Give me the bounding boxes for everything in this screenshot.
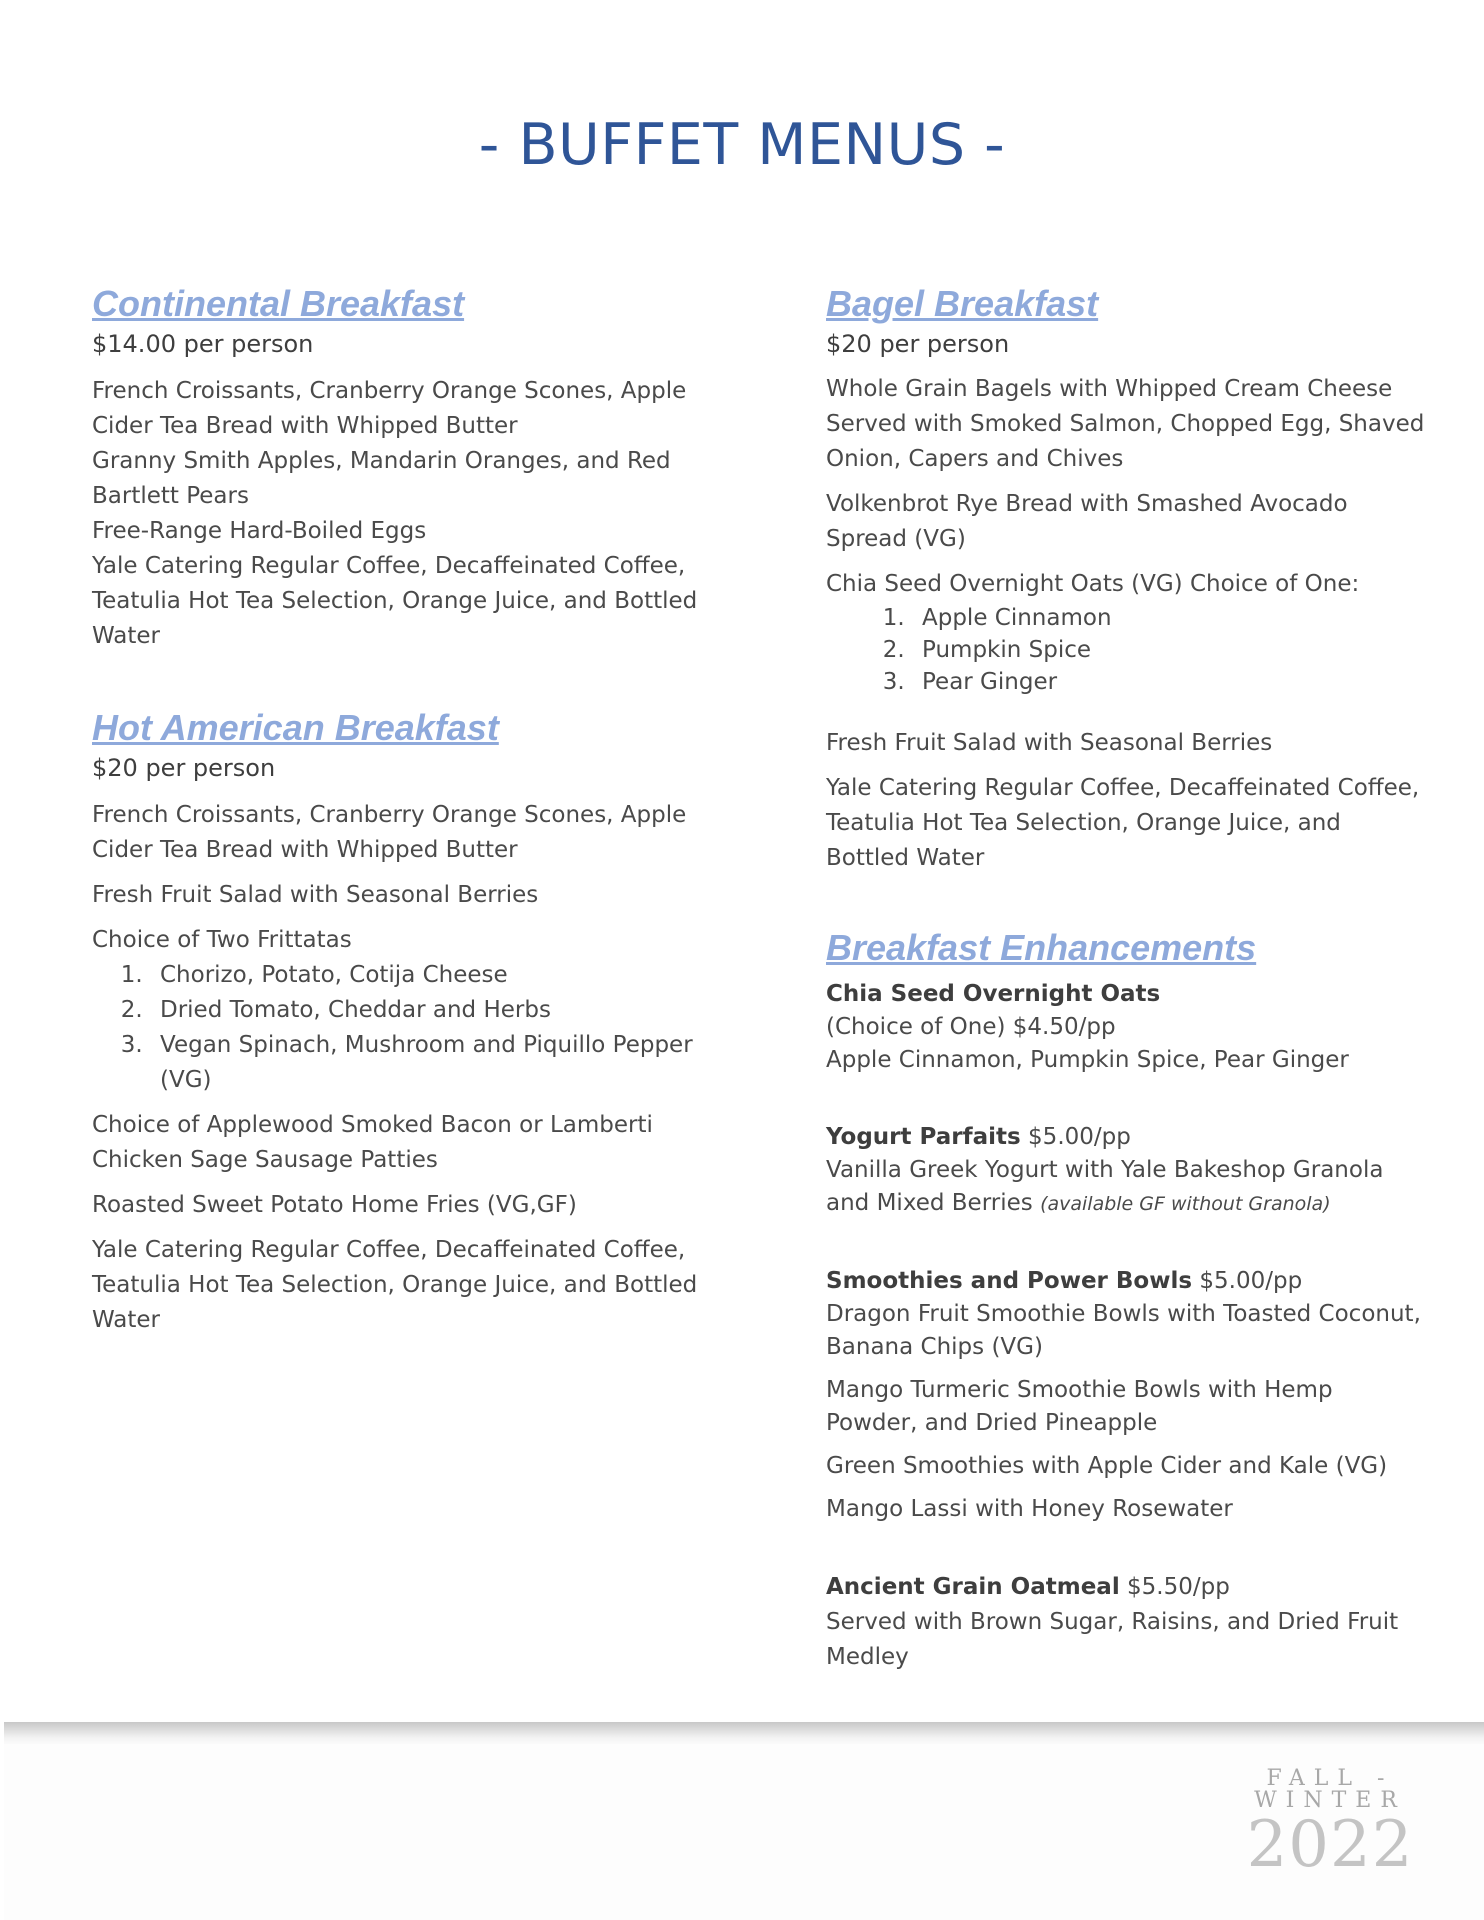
continental-line-pastries: French Croissants, Cranberry Orange Scones, Apple Cider Tea Bread with Whipped Butter [92, 378, 687, 439]
enhancement-oatmeal-price: $5.50/pp [1127, 1574, 1230, 1600]
smoothie-item: Mango Turmeric Smoothie Bowls with Hemp Powder, and Dried Pineapple [826, 1377, 1333, 1436]
breakfast-enhancements-section [826, 926, 1426, 1675]
frittata-heading: Choice of Two Frittatas [92, 927, 352, 953]
enhancement-yogurt-price: $5.00/pp [1028, 1124, 1131, 1150]
hot-american-breakfast-title: Hot American Breakfast [92, 707, 499, 748]
season-seal [1240, 1768, 1420, 1888]
enhancement-yogurt-name: Yogurt Parfaits [826, 1124, 1021, 1150]
enhancement-smoothies-name: Smoothies and Power Bowls [826, 1268, 1193, 1294]
hot-american-breakfast-price: $20 per person [92, 754, 276, 782]
bagel-rye: Volkenbrot Rye Bread with Smashed Avocado Spread (VG) [826, 491, 1348, 552]
bagel-beverages: Yale Catering Regular Coffee, Decaffeinated Coffee, Teatulia Hot Tea Selection, Orange Juice, and Bottled Water [826, 775, 1420, 871]
enhancement-oats-name: Chia Seed Overnight Oats [826, 981, 1161, 1007]
continental-line-eggs: Free-Range Hard-Boiled Eggs [92, 518, 427, 544]
continental-line-beverages: Yale Catering Regular Coffee, Decaffeinated Coffee, Teatulia Hot Tea Selection, Orange Juice, and Bottled Water [92, 553, 698, 649]
footer-divider [4, 1722, 1484, 1744]
list-item: 2. Pumpkin Spice [912, 634, 1426, 666]
hot-american-pastries: French Croissants, Cranberry Orange Scones, Apple Cider Tea Bread with Whipped Butter [92, 802, 687, 863]
hot-american-beverages: Yale Catering Regular Coffee, Decaffeinated Coffee, Teatulia Hot Tea Selection, Orange Juice, and Bottled Water [92, 1237, 698, 1333]
enhancement-oatmeal [826, 1570, 1426, 1675]
hot-american-breakfast-section [92, 706, 742, 1338]
continental-breakfast-title: Continental Breakfast [92, 283, 465, 324]
bagel-breakfast-section [826, 282, 1426, 876]
page-title: - BUFFET MENUS - [478, 112, 1006, 178]
smoothie-item: Dragon Fruit Smoothie Bowls with Toasted Coconut, Banana Chips (VG) [826, 1301, 1421, 1360]
hot-american-potatoes: Roasted Sweet Potato Home Fries (VG,GF) [92, 1192, 577, 1218]
hot-american-meat: Choice of Applewood Smoked Bacon or Lamberti Chicken Sage Sausage Patties [92, 1112, 653, 1173]
list-item: 3. Pear Ginger [912, 666, 1426, 698]
enhancement-oatmeal-name: Ancient Grain Oatmeal [826, 1574, 1120, 1600]
enhancement-oats [826, 978, 1426, 1077]
continental-line-fruit: Granny Smith Apples, Mandarin Oranges, and Red Bartlett Pears [92, 448, 671, 509]
list-item: 3. Vegan Spinach, Mushroom and Piquillo Pepper (VG) [150, 1028, 742, 1098]
list-item: 1. Apple Cinnamon [912, 602, 1426, 634]
enhancement-oatmeal-desc: Served with Brown Sugar, Raisins, and Dried Fruit Medley [826, 1609, 1399, 1670]
hot-american-fruit: Fresh Fruit Salad with Seasonal Berries [92, 882, 539, 908]
bagel-bagels: Whole Grain Bagels with Whipped Cream Cheese Served with Smoked Salmon, Chopped Egg, Shaved Onion, Capers and Chives [826, 376, 1425, 472]
enhancement-oats-price: (Choice of One) $4.50/pp [826, 1014, 1116, 1040]
enhancement-smoothies-price: $5.00/pp [1199, 1268, 1303, 1294]
list-item: 2. Dried Tomato, Cheddar and Herbs [150, 993, 742, 1028]
enhancement-oats-desc: Apple Cinnamon, Pumpkin Spice, Pear Ginger [826, 1047, 1349, 1073]
left-column [92, 282, 742, 1338]
bagel-breakfast-price: $20 per person [826, 330, 1010, 358]
bagel-oats-heading: Chia Seed Overnight Oats (VG) Choice of One: [826, 571, 1360, 597]
smoothie-item: Green Smoothies with Apple Cider and Kale (VG) [826, 1453, 1388, 1479]
list-item: 1. Chorizo, Potato, Cotija Cheese [150, 958, 742, 993]
smoothie-item: Mango Lassi with Honey Rosewater [826, 1496, 1233, 1522]
season-seal-line2: WINTER [1254, 1788, 1406, 1813]
enhancement-yogurt-desc: Vanilla Greek Yogurt with Yale Bakeshop Granola and Mixed Berries [826, 1157, 1384, 1216]
continental-breakfast-price: $14.00 per person [92, 330, 314, 358]
frittata-list [92, 958, 742, 1098]
bagel-fruit: Fresh Fruit Salad with Seasonal Berries [826, 730, 1273, 756]
season-seal-year: 2022 [1246, 1808, 1414, 1882]
bagel-oats-list [826, 602, 1426, 698]
breakfast-enhancements-title: Breakfast Enhancements [826, 927, 1257, 968]
season-seal-line1: FALL - [1266, 1766, 1394, 1791]
bagel-breakfast-title: Bagel Breakfast [826, 283, 1099, 324]
enhancement-yogurt-note: (available GF without Granola) [1040, 1193, 1331, 1215]
enhancement-yogurt [826, 1121, 1426, 1221]
right-column [826, 282, 1426, 1675]
continental-breakfast-section [92, 282, 742, 654]
enhancement-smoothies [826, 1265, 1426, 1526]
